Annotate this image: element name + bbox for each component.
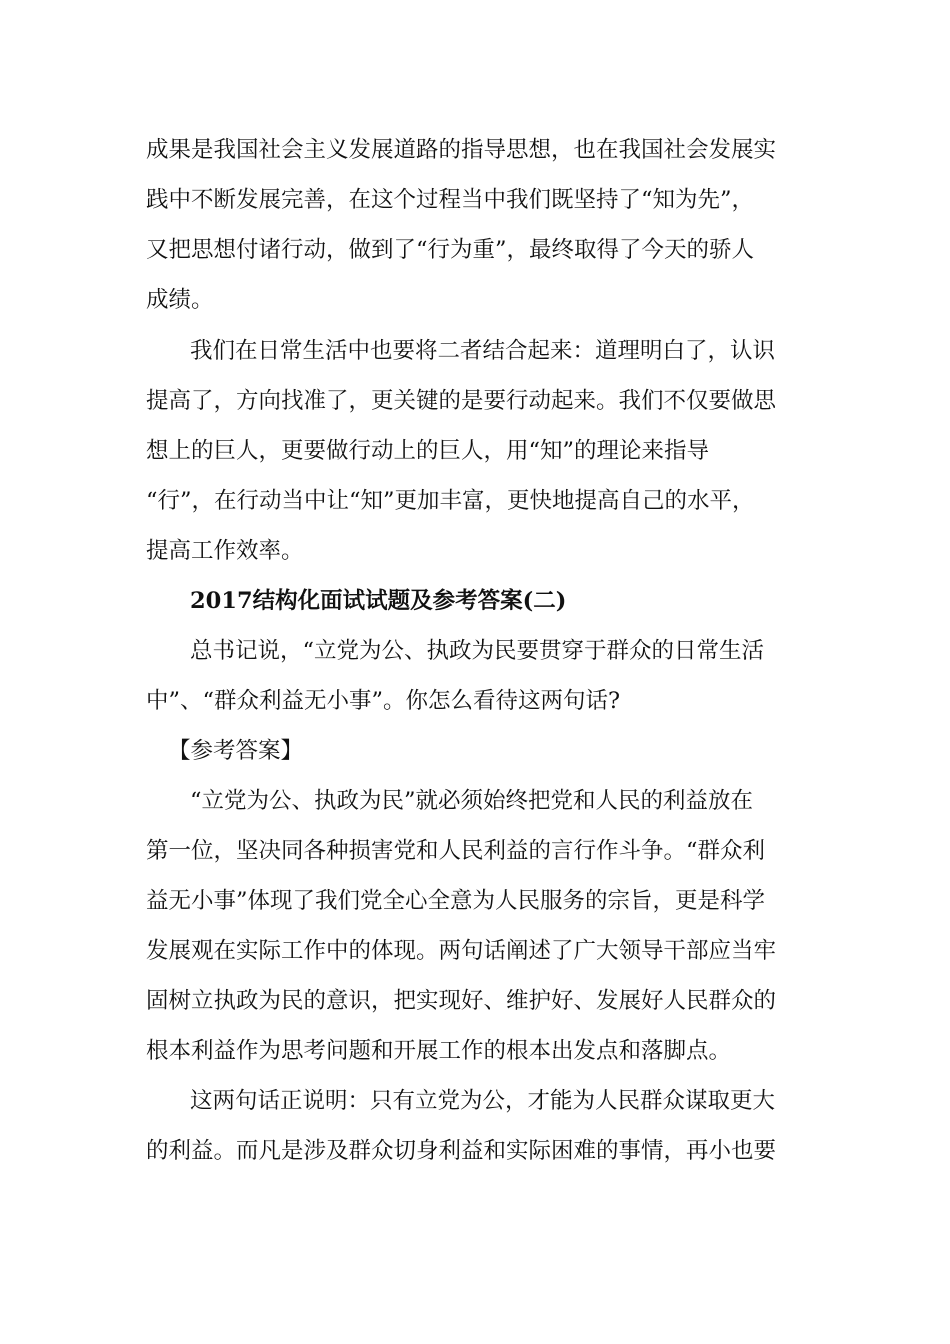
paragraph-first-line: 我们在日常生活中也要将二者结合起来：道理明白了，认识 [190,338,776,364]
section-heading: 2017结构化面试试题及参考答案(二) [190,588,567,614]
text-line: “行”，在行动当中让“知”更加丰富，更快地提高自己的水平， [146,488,755,514]
text-line: 成果是我国社会主义发展道路的指导思想，也在我国社会发展实 [146,137,777,163]
paragraph-first-line: 这两句话正说明：只有立党为公，才能为人民群众谋取更大 [190,1088,776,1114]
paragraph-first-line: “立党为公、执政为民”就必须始终把党和人民的利益放在 [190,788,754,814]
text-line: 成绩。 [146,287,214,313]
text-line: 提高了，方向找准了，更关键的是要行动起来。我们不仅要做思 [146,388,777,414]
text-line: 践中不断发展完善，在这个过程当中我们既坚持了“知为先”， [146,187,755,213]
text-line: 的利益。而凡是涉及群众切身利益和实际困难的事情，再小也要 [146,1138,777,1164]
paragraph-first-line: 总书记说，“立党为公、执政为民要贯穿于群众的日常生活 [190,638,765,664]
text-line: 发展观在实际工作中的体现。两句话阐述了广大领导干部应当牢 [146,938,777,964]
answer-label: 【参考答案】 [168,738,304,764]
text-line: 想上的巨人，更要做行动上的巨人，用“知”的理论来指导 [146,438,710,464]
text-line: 又把思想付诸行动，做到了“行为重”，最终取得了今天的骄人 [146,237,755,263]
text-line: 益无小事”体现了我们党全心全意为人民服务的宗旨，更是科学 [146,888,766,914]
text-line: 根本利益作为思考问题和开展工作的根本出发点和落脚点。 [146,1038,732,1064]
text-line: 中”、“群众利益无小事”。你怎么看待这两句话? [146,688,621,714]
text-line: 第一位，坚决同各种损害党和人民利益的言行作斗争。“群众利 [146,838,766,864]
text-line: 固树立执政为民的意识，把实现好、维护好、发展好人民群众的 [146,988,777,1014]
text-line: 提高工作效率。 [146,538,304,564]
